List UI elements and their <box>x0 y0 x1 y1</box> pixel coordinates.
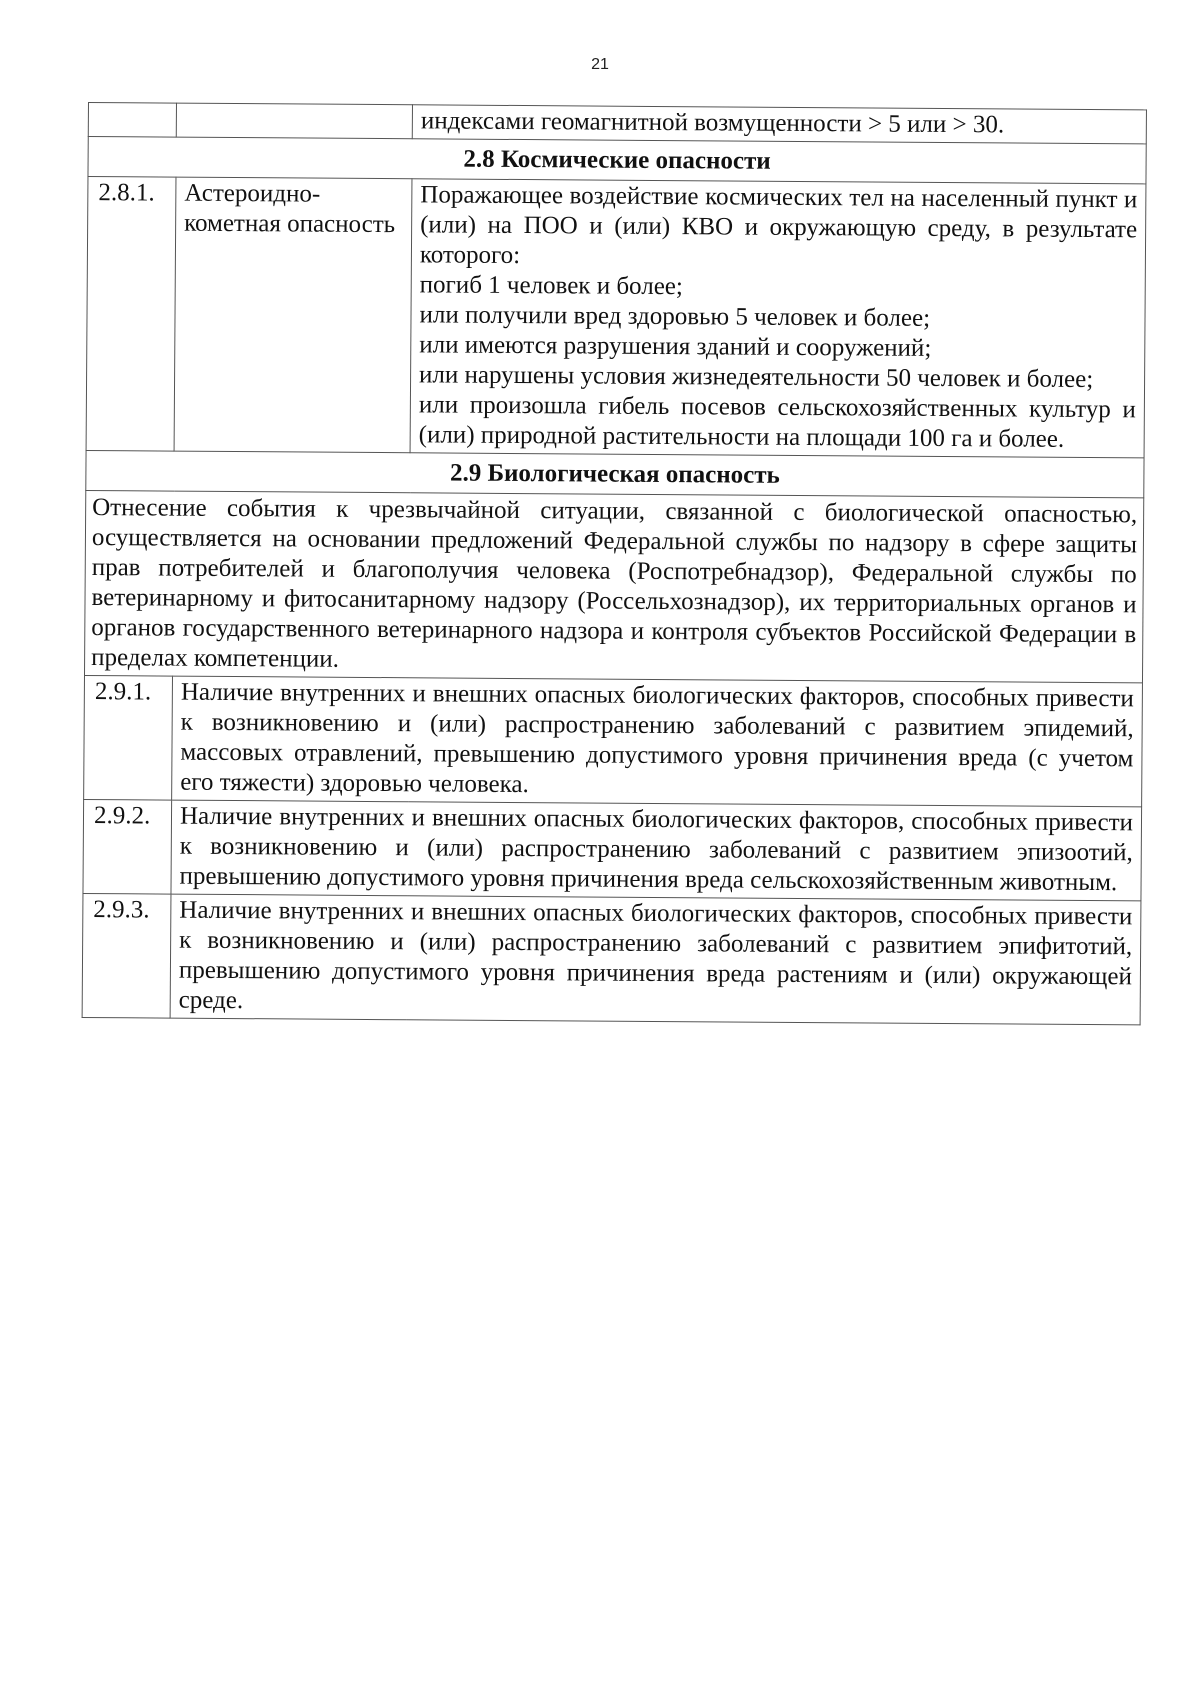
criteria-item: или произошла гибель посевов сельскохозяйственных культур и (или) природной растительности на площади 100 га и более. <box>418 391 1136 453</box>
row-number: 2.8.1. <box>86 177 176 452</box>
criteria-item: или нарушены условия жизнедеятельности 50 человек и более; <box>419 361 1094 394</box>
table-row <box>86 177 1146 458</box>
section-heading-2-9: 2.9 Биологическая опасность <box>86 450 1144 497</box>
table-row <box>84 675 1143 806</box>
page-number: 21 <box>591 56 609 73</box>
row-number: 2.9.3. <box>82 893 171 1018</box>
table-row <box>83 799 1142 900</box>
row-criteria: Наличие внутренних и внешних опасных биологических факторов, способных привести к возникновению и (или) распространению заболеваний с развитием эпидемий, массовых отравлений, превышению допустимого уровня причинения вреда (с учетом его тяжести) здоровью человека. <box>172 676 1143 807</box>
row-number: 2.9.2. <box>83 799 172 894</box>
row-criteria: Наличие внутренних и внешних опасных биологических факторов, способных привести к возникновению и (или) распространению заболеваний с развитием эпизоотий, превышению допустимого уровня причинения вреда сельскохозяйственным животным. <box>171 800 1142 901</box>
row-criteria: Наличие внутренних и внешних опасных биологических факторов, способных привести к возникновению и (или) распространению заболеваний с развитием эпифитотий, превышению допустимого уровня причинения вреда растениям и (или) окружающей среде. <box>170 894 1141 1025</box>
continued-number-cell <box>88 103 176 138</box>
continued-name-cell <box>176 103 412 139</box>
table-row <box>82 893 1141 1024</box>
section-intro-row <box>84 490 1143 682</box>
section-intro-2-9: Отнесение события к чрезвычайной ситуации, связанной с биологической опасностью, осуществляется на основании предложений Федеральной службы по надзору в сфере защиты прав потребителей и благополучия человека (Роспотребнадзор), Федеральной службы по ветеринарному и фитосанитарному надзору (Россельхознадзор), их территориальных органов и органов государственного ветеринарного надзора и контроля субъектов Российской Федерации в пределах компетенции. <box>84 490 1143 682</box>
criteria-intro: Поражающее воздействие космических тел на населенный пункт и (или) на ПОО и (или) КВО и окружающую среду, в результате которого: <box>419 181 1138 270</box>
criteria-item: погиб 1 человек и более; <box>419 271 683 301</box>
section-heading-2-8: 2.8 Космические опасности <box>88 137 1146 184</box>
row-hazard-name: Астероидно-кометная опасность <box>174 177 412 453</box>
criteria-item: или имеются разрушения зданий и сооружений; <box>419 331 932 362</box>
criteria-item: или получили вред здоровью 5 человек и более; <box>419 301 931 332</box>
row-criteria <box>410 179 1146 458</box>
continued-criteria-cell: индексами геомагнитной возмущенности > 5 или > 30. <box>412 105 1146 144</box>
row-number: 2.9.1. <box>84 675 173 800</box>
hazard-criteria-table <box>82 102 1147 1025</box>
